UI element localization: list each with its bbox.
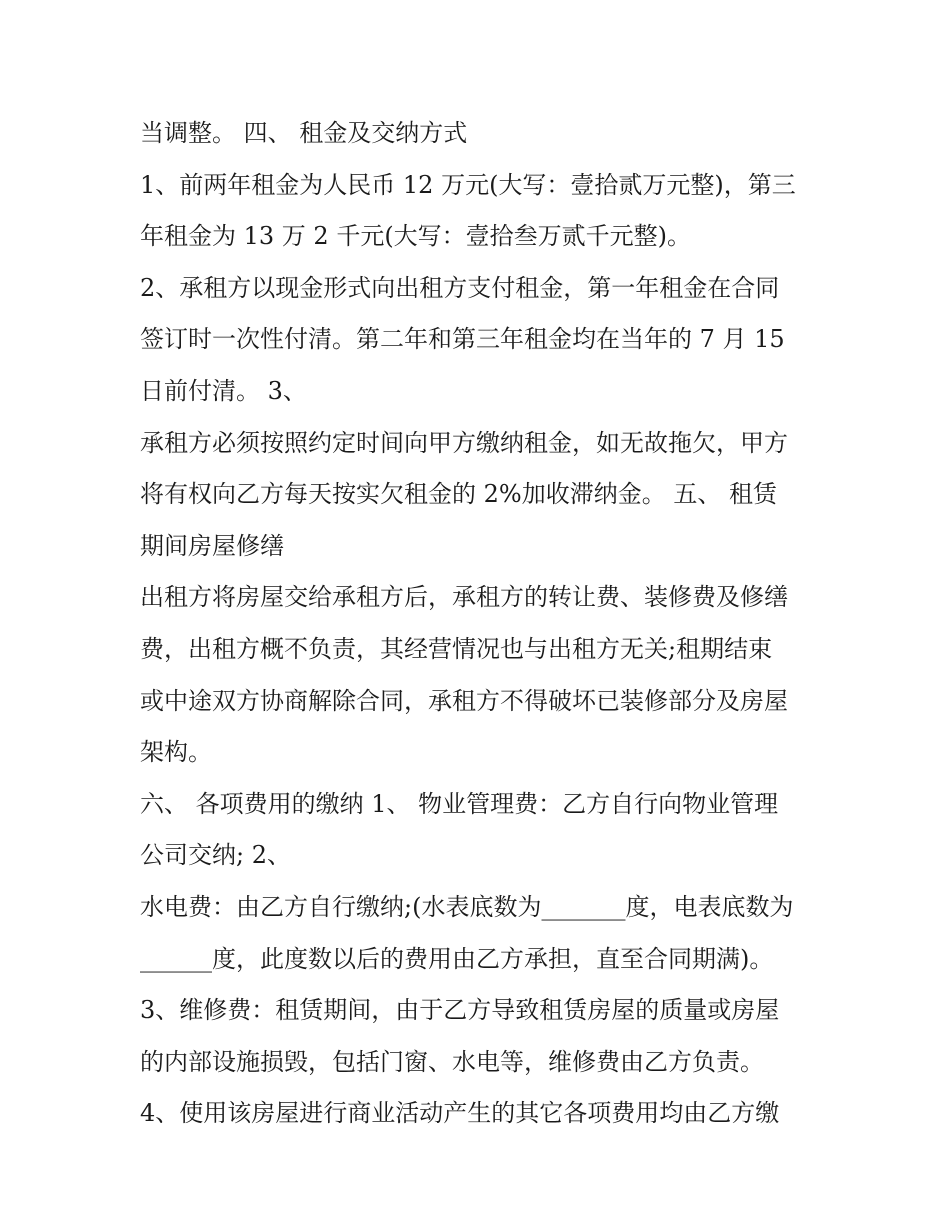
text-line: 1、前两年租金为人民币 12 万元(大写：壹拾贰万元整)，第三 xyxy=(140,170,796,199)
text-line: ______度，此度数以后的费用由乙方承担，直至合同期满)。 xyxy=(140,944,774,973)
text-line: 六、 各项费用的缴纳 1、 物业管理费：乙方自行向物业管理 xyxy=(140,789,779,818)
text-line: 日前付清。 3、 xyxy=(140,376,307,405)
text-line: 将有权向乙方每天按实欠租金的 2%加收滞纳金。 五、 租赁 xyxy=(140,480,777,509)
text-line: 水电费：由乙方自行缴纳;(水表底数为_______度，电表底数为 xyxy=(140,892,794,921)
text-line: 4、使用该房屋进行商业活动产生的其它各项费用均由乙方缴 xyxy=(140,1099,780,1128)
text-line: 费，出租方概不负责，其经营情况也与出租方无关;租期结束 xyxy=(140,634,773,663)
text-line: 或中途双方协商解除合同，承租方不得破坏已装修部分及房屋 xyxy=(140,686,788,715)
text-line: 公司交纳; 2、 xyxy=(140,841,291,870)
text-line: 2、承租方以现金形式向出租方支付租金，第一年租金在合同 xyxy=(140,273,780,302)
text-line: 的内部设施损毁，包括门窗、水电等，维修费由乙方负责。 xyxy=(140,1047,764,1076)
text-line: 3、维修费：租赁期间，由于乙方导致租赁房屋的质量或房屋 xyxy=(140,996,780,1025)
contract-text-body xyxy=(140,108,830,1140)
text-line: 年租金为 13 万 2 千元(大写：壹拾叁万贰千元整)。 xyxy=(140,222,692,251)
text-line: 当调整。 四、 租金及交纳方式 xyxy=(140,119,468,147)
text-line: 承租方必须按照约定时间向甲方缴纳租金，如无故拖欠，甲方 xyxy=(140,428,788,457)
text-line: 期间房屋修缮 xyxy=(140,531,284,560)
text-line: 架构。 xyxy=(140,738,212,767)
text-line: 出租方将房屋交给承租方后，承租方的转让费、装修费及修缮 xyxy=(140,583,788,612)
text-line: 签订时一次性付清。第二年和第三年租金均在当年的 7 月 15 xyxy=(140,325,785,354)
